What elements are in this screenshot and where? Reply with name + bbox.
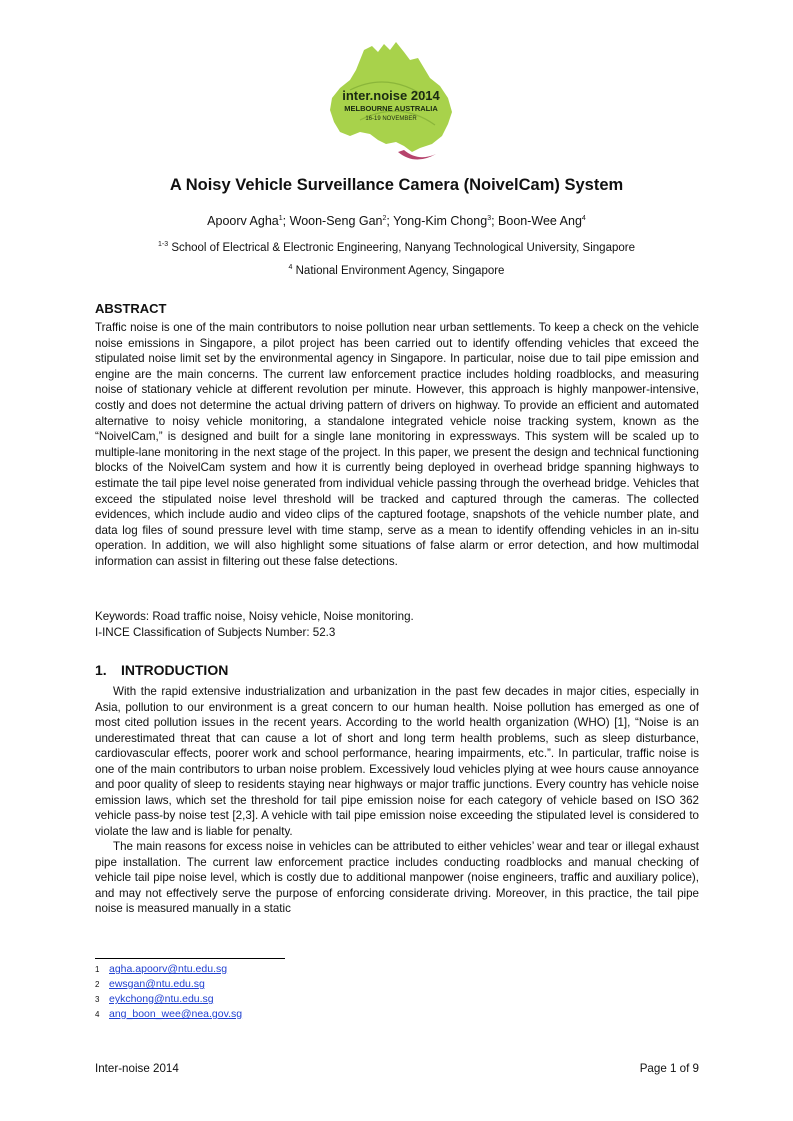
footnote-mark: 4 <box>95 1010 100 1019</box>
classification-number: I-INCE Classification of Subjects Number: 52.3 <box>95 626 336 639</box>
footer-conference: Inter-noise 2014 <box>95 1062 179 1075</box>
author-sup: 3 <box>487 214 492 222</box>
author-list <box>60 214 733 228</box>
email-link[interactable]: ewsgan@ntu.edu.sg <box>109 978 205 990</box>
footnote-mark: 1 <box>95 965 100 974</box>
introduction-paragraph-2: The main reasons for excess noise in vehicles can be attributed to either vehicles’ wear and tear or illegal exhaust pipe installation. The current law enforcement practice includes conducting roadblocks and manual checking of vehicle tail pipe noise level, which is costly due to additional manpower (noise engineers, traffic and auxiliary police), and may not effectively serve the purpose of enforcing considerate driving. Moreover, in this practice, the tail pipe noise is measured manually in a static <box>95 840 699 915</box>
australia-map-logo <box>320 40 462 172</box>
author-sup: 4 <box>581 214 586 222</box>
affiliation-text: National Environment Agency, Singapore <box>295 265 505 277</box>
email-link[interactable]: eykchong@ntu.edu.sg <box>109 993 214 1005</box>
footnote-item <box>95 992 242 1007</box>
footnote-divider <box>95 958 285 959</box>
footnote-item <box>95 1007 242 1022</box>
keywords: Keywords: Road traffic noise, Noisy vehicle, Noise monitoring. <box>95 610 414 623</box>
author-name: ; Woon-Seng Gan <box>282 214 383 228</box>
logo-line-3: 16-19 NOVEMBER <box>365 116 417 122</box>
affiliation-1 <box>60 242 733 254</box>
author-sup: 2 <box>382 214 387 222</box>
affiliation-sup: 1-3 <box>158 241 169 249</box>
section-title: INTRODUCTION <box>121 662 229 678</box>
email-link[interactable]: ang_boon_wee@nea.gov.sg <box>109 1008 243 1020</box>
abstract-heading: ABSTRACT <box>95 301 167 316</box>
introduction-heading <box>95 662 228 678</box>
tasmania-swoosh <box>398 150 436 160</box>
footnote-item <box>95 977 242 992</box>
introduction-paragraph-1: With the rapid extensive industrialization and urbanization in the past few decades in major cities, especially in Asia, pollution to our environment is a great concern to our human health. Noise pollution has emerged as one of most cited pollution issues in the recent years. According to the world health organization (WHO) [1], “Noise is an underestimated threat that can cause a lot of short and long term health problems, such as sleep disturbance, cardiovascular effects, poorer work and school performance, hearing impairments, etc.”. In particular, traffic noise is one of the main contributors to urban noise problem. Excessively loud vehicles plying at wee hours cause annoyance and poor quality of sleep to residents staying near highways or major traffic junctions. Every country has vehicle noise emission laws, which set the threshold for tail pipe emission noise for each category of vehicle based on ISO 362 vehicle pass-by noise test [2,3]. A vehicle with tail pipe emission noise exceeding the stipulated level is considered to violate the law and is liable for penalty. <box>95 685 699 838</box>
email-link[interactable]: agha.apoorv@ntu.edu.sg <box>109 963 228 975</box>
footnote-mark: 2 <box>95 980 100 989</box>
author-name: ; Boon-Wee Ang <box>491 214 582 228</box>
logo-line-2: MELBOURNE AUSTRALIA <box>344 104 438 113</box>
conference-logo <box>320 40 462 172</box>
affiliation-2 <box>60 265 733 277</box>
footnotes <box>95 962 242 1022</box>
footnote-item <box>95 962 242 977</box>
author-name: Apoorv Agha <box>207 214 279 228</box>
abstract-body: Traffic noise is one of the main contributors to noise pollution near urban settlements. To keep a check on the vehicle noise emissions in Singapore, a pilot project has been carried out to identify offending vehicles that exceed the stipulated noise limit set by the environmental agency in Singapore. In particular, noise due to tail pipe emission and engine are the main concerns. The current law enforcement practice includes holding roadblocks, and measuring noise of stationary vehicle at different revolution per minute. However, this approach is highly manpower-intensive, costly and does not determine the actual driving pattern of drivers on highway. To provide an efficient and automated alternative to noisy vehicle monitoring, a standalone integrated vehicle noise tracking system, known as the “NoivelCam,” is designed and built for a single lane monitoring in expressways. This system will be scaled up to multiple-lane monitoring in the next stage of the project. In this paper, we present the design and technical functioning blocks of the NoivelCam system and how it is currently being deployed in overhead bridge spanning highways to estimate the tail pipe level noise generated from individual vehicle passing through the overhead bridge. Vehicles that exceed the stipulated noise level threshold will be tracked and captured through the cameras. The collected evidences, which include audio and video clips of the captured footage, snapshots of the vehicle number plate, and data log files of sound pressure level with time stamp, serve as a mean to identify offending vehicles in an in-situ operation. In addition, we will also highlight some situations of false alarm or error detection, and how multimodal information can assist in filtering out these false detections. <box>95 321 699 568</box>
footer-page-number: Page 1 of 9 <box>639 1062 699 1075</box>
author-sup: 1 <box>278 214 283 222</box>
introduction-body <box>95 684 699 917</box>
footnote-mark: 3 <box>95 995 100 1004</box>
affiliation-text: School of Electrical & Electronic Engineering, Nanyang Technological University, Singapore <box>171 242 635 254</box>
paper-title: A Noisy Vehicle Surveillance Camera (NoivelCam) System <box>169 176 624 194</box>
section-number: 1. <box>95 662 107 678</box>
logo-line-1: inter.noise 2014 <box>342 88 440 103</box>
author-name: ; Yong-Kim Chong <box>386 214 488 228</box>
affiliation-sup: 4 <box>288 264 293 272</box>
